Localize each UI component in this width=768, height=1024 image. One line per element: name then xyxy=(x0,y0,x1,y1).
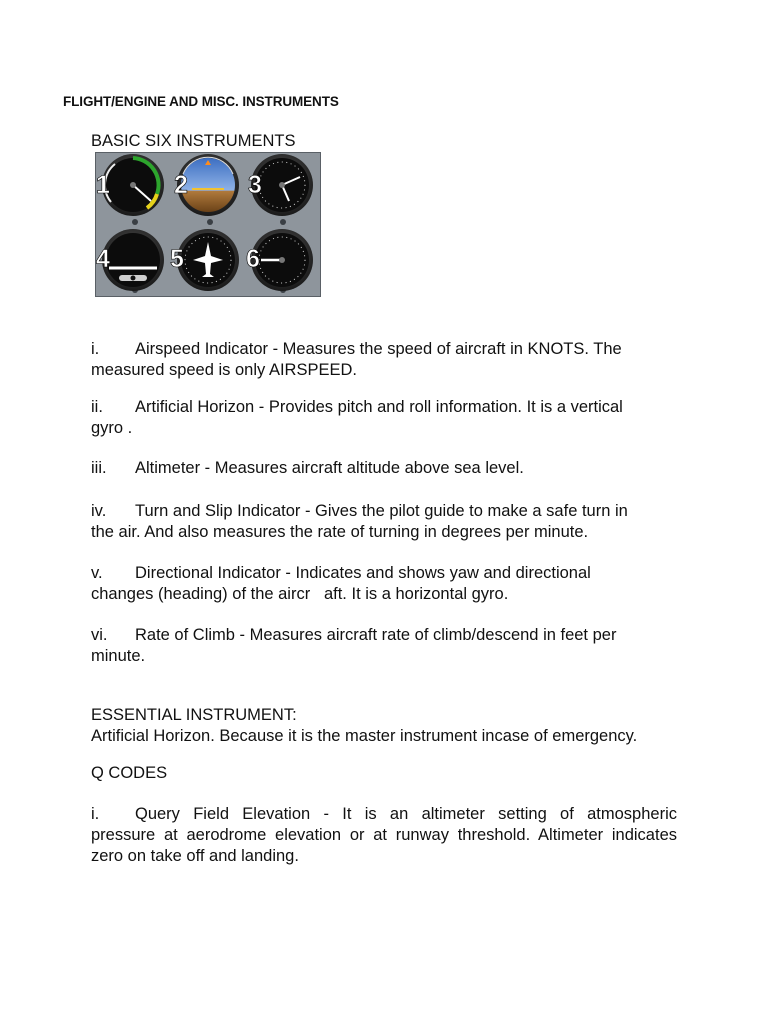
list-item-line: gyro . xyxy=(91,419,133,437)
airspeed-gauge xyxy=(102,154,164,216)
list-item-line: measured speed is only AIRSPEED. xyxy=(91,361,357,379)
list-item xyxy=(91,339,681,381)
list-item xyxy=(91,501,681,543)
essential-section xyxy=(91,705,691,747)
list-item-number: v. xyxy=(91,564,103,582)
list-item-line: Artificial Horizon - Provides pitch and roll information. It is a vertical xyxy=(135,398,623,416)
list-item-number: iii. xyxy=(91,459,107,477)
list-item-line: Directional Indicator - Indicates and shows yaw and directional xyxy=(135,564,591,582)
vertical-speed-gauge xyxy=(251,229,313,291)
instrument-panel-image xyxy=(95,152,321,297)
gauge-label-1: 1 xyxy=(96,171,110,199)
list-item-number: i. xyxy=(91,805,100,823)
essential-title: ESSENTIAL INSTRUMENT: xyxy=(91,706,297,724)
list-item-number: vi. xyxy=(91,626,108,644)
q-code-item xyxy=(91,804,677,867)
list-item-number: ii. xyxy=(91,398,103,416)
list-item-line: Rate of Climb - Measures aircraft rate of climb/descend in feet per xyxy=(135,626,617,644)
q-code-line: pressure at aerodrome elevation or at runway threshold. Altimeter indicates xyxy=(91,826,677,844)
list-item-line: Airspeed Indicator - Measures the speed of aircraft in KNOTS. The xyxy=(135,340,622,358)
list-item-number: iv. xyxy=(91,502,107,520)
q-code-line: zero on take off and landing. xyxy=(91,847,299,865)
q-code-line: Query Field Elevation - It is an altimeter setting of atmospheric xyxy=(135,805,677,823)
gauge-label-6: 6 xyxy=(246,245,260,273)
list-item xyxy=(91,563,681,605)
essential-text: Artificial Horizon. Because it is the master instrument incase of emergency. xyxy=(91,727,638,745)
list-item-line: Turn and Slip Indicator - Gives the pilot guide to make a safe turn in xyxy=(135,502,628,520)
list-item xyxy=(91,625,681,667)
q-codes-title: Q CODES xyxy=(91,764,168,782)
list-item xyxy=(91,397,681,439)
list-item-line: the air. And also measures the rate of turning in degrees per minute. xyxy=(91,523,589,541)
list-item-line: Altimeter - Measures aircraft altitude above sea level. xyxy=(135,459,524,477)
list-item-line: changes (heading) of the aircr aft. It is a horizontal gyro. xyxy=(91,585,509,603)
gauge-label-5: 5 xyxy=(170,245,184,273)
gauge-label-4: 4 xyxy=(96,245,110,273)
list-item-number: i. xyxy=(91,340,100,358)
gauge-label-2: 2 xyxy=(174,171,188,199)
gauge-label-3: 3 xyxy=(248,171,262,199)
turn-coordinator-gauge xyxy=(102,229,164,291)
list-item xyxy=(91,458,681,479)
list-item-line: minute. xyxy=(91,647,146,665)
basic-six-title: BASIC SIX INSTRUMENTS xyxy=(91,132,296,150)
heading-indicator-gauge xyxy=(177,229,239,291)
document-heading: FLIGHT/ENGINE AND MISC. INSTRUMENTS xyxy=(63,94,339,109)
